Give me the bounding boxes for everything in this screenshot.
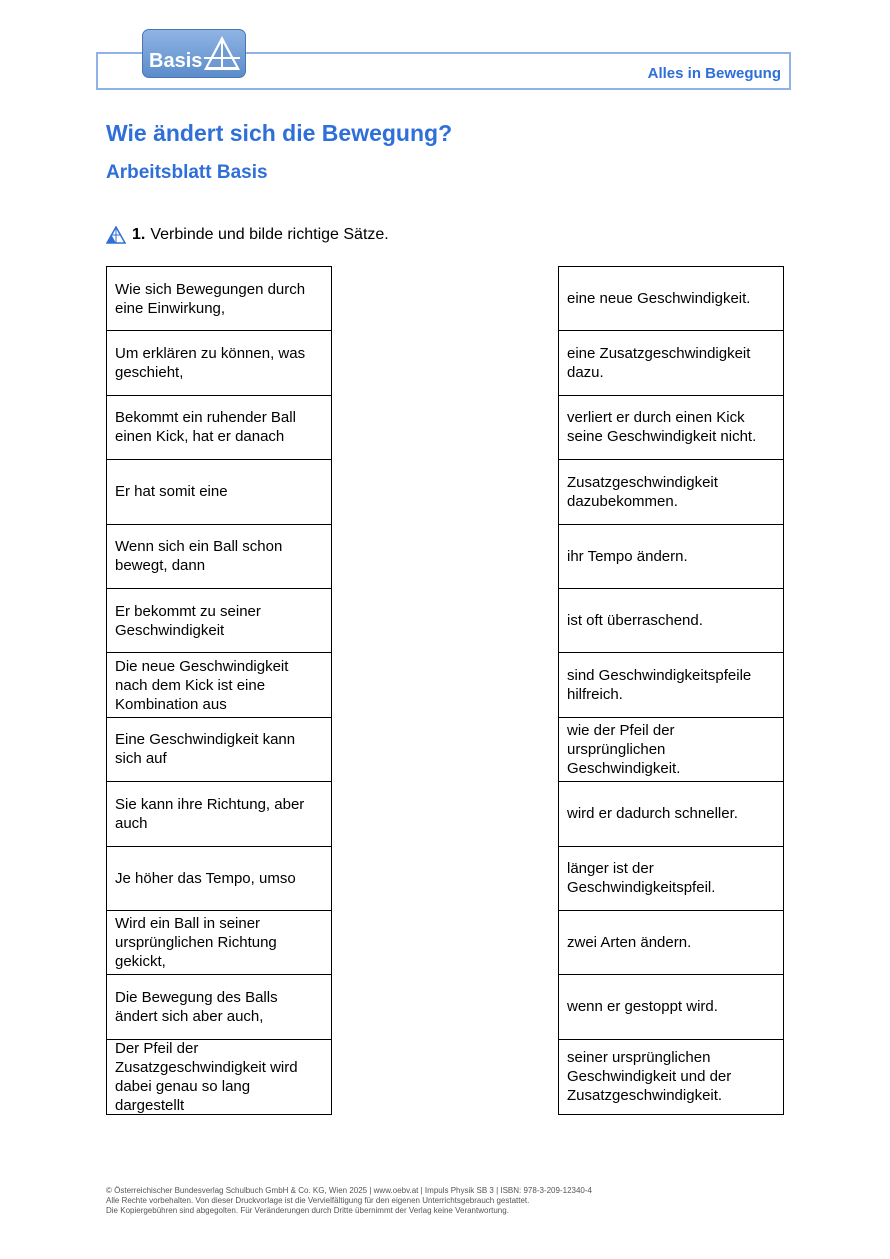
sentence-ending-cell[interactable] <box>559 396 783 460</box>
sentence-beginning-cell-text: Wird ein Ball in seiner ursprünglichen Richtung gekickt, <box>115 915 277 971</box>
sentence-ending-cell[interactable] <box>559 782 783 846</box>
page-title: Wie ändert sich die Bewegung? <box>106 120 453 146</box>
footer-copyright: © Österreichischer Bundesverlag Schulbuch GmbH & Co. KG, Wien 2025 | www.oebv.at | Impuls Physik SB 3 | ISBN: 978-3-209-12340-4 <box>106 1186 592 1195</box>
sentence-beginning-cell[interactable] <box>107 267 331 331</box>
sentence-beginning-cell-text: Sie kann ihre Richtung, aber auch <box>115 795 305 832</box>
sentence-beginning-cell-text: Wenn sich ein Ball schon bewegt, dann <box>115 538 283 575</box>
sentence-beginning-cell[interactable] <box>107 589 331 653</box>
page-subtitle: Arbeitsblatt Basis <box>106 162 268 183</box>
sentence-beginning-cell-text: Wie sich Bewegungen durch eine Einwirkung, <box>115 280 306 317</box>
sentence-beginning-cell[interactable] <box>107 847 331 911</box>
sentence-beginning-cell[interactable] <box>107 718 331 782</box>
footer <box>106 1186 592 1216</box>
sentence-ending-cell-text: wird er dadurch schneller. <box>567 805 738 823</box>
sentence-ending-cell-text: eine Zusatzgeschwindigkeit dazu. <box>567 345 751 382</box>
sentence-ending-cell[interactable] <box>559 1040 783 1114</box>
sentence-beginning-cell[interactable] <box>107 396 331 460</box>
sentence-beginning-cell[interactable] <box>107 975 331 1039</box>
sentence-endings-column <box>558 266 784 1115</box>
sentence-ending-cell-text: eine neue Geschwindigkeit. <box>567 290 751 308</box>
basis-triangle-logo-icon <box>201 34 243 74</box>
sentence-ending-cell[interactable] <box>559 460 783 524</box>
sentence-ending-cell[interactable] <box>559 911 783 975</box>
sentence-ending-cell[interactable] <box>559 975 783 1039</box>
sentence-beginning-cell[interactable] <box>107 331 331 395</box>
logo-text: Basis <box>149 50 203 72</box>
sentence-ending-cell-text: sind Geschwindigkeitspfeile hilfreich. <box>567 667 752 704</box>
sentence-ending-cell[interactable] <box>559 589 783 653</box>
sentence-beginning-cell-text: Um erklären zu können, was geschieht, <box>115 345 306 382</box>
task-1 <box>106 226 389 244</box>
footer-fees: Die Kopiergebühren sind abgegolten. Für Veränderungen durch Dritte übernimmt der Verlag keine Verantwortung. <box>106 1206 509 1215</box>
section-title: Alles in Bewegung <box>647 65 781 82</box>
sentence-ending-cell[interactable] <box>559 525 783 589</box>
sentence-ending-cell[interactable] <box>559 267 783 331</box>
sentence-ending-cell-text: Zusatzgeschwindigkeit dazubekommen. <box>567 473 718 510</box>
basis-logo <box>142 29 246 78</box>
sentence-beginning-cell[interactable] <box>107 525 331 589</box>
sentence-beginning-cell-text: Bekommt ein ruhender Ball einen Kick, hat er danach <box>115 409 296 446</box>
sentence-beginning-cell[interactable] <box>107 460 331 524</box>
sentence-beginning-cell[interactable] <box>107 911 331 975</box>
sentence-beginning-cell-text: Die Bewegung des Balls ändert sich aber auch, <box>115 988 278 1025</box>
sentence-beginning-cell-text: Je höher das Tempo, umso <box>115 869 296 887</box>
sentence-ending-cell-text: wie der Pfeil der ursprünglichen Geschwindigkeit. <box>567 721 681 777</box>
sentence-beginning-cell-text: Die neue Geschwindigkeit nach dem Kick ist eine Kombination aus <box>115 657 289 713</box>
sentence-beginning-cell[interactable] <box>107 653 331 717</box>
sentence-ending-cell-text: ist oft überraschend. <box>567 612 703 630</box>
sentence-beginning-cell-text: Er bekommt zu seiner Geschwindigkeit <box>115 602 261 639</box>
sentence-ending-cell-text: verliert er durch einen Kick seine Geschwindigkeit nicht. <box>567 409 757 446</box>
sentence-beginning-cell-text: Eine Geschwindigkeit kann sich auf <box>115 731 296 768</box>
sentence-ending-cell[interactable] <box>559 718 783 782</box>
sentence-ending-cell-text: länger ist der Geschwindigkeitspfeil. <box>567 860 716 897</box>
sentence-ending-cell[interactable] <box>559 653 783 717</box>
sentence-ending-cell-text: wenn er gestoppt wird. <box>567 998 718 1016</box>
sentence-beginning-cell-text: Er hat somit eine <box>115 483 228 501</box>
sentence-beginning-cell-text: Der Pfeil der Zusatzgeschwindigkeit wird dabei genau so lang dargestellt <box>115 1039 298 1114</box>
sentence-ending-cell-text: ihr Tempo ändern. <box>567 547 688 565</box>
sentence-ending-cell[interactable] <box>559 847 783 911</box>
sentence-ending-cell-text: seiner ursprünglichen Geschwindigkeit und der Zusatzgeschwindigkeit. <box>567 1049 732 1105</box>
task-number: 1. <box>132 226 146 243</box>
footer-rights: Alle Rechte vorbehalten. Von dieser Druckvorlage ist die Vervielfältigung für den eigenen Unterrichtsgebrauch gestattet. <box>106 1196 530 1205</box>
sentence-beginning-cell[interactable] <box>107 782 331 846</box>
sentence-beginning-cell[interactable] <box>107 1040 331 1114</box>
sentence-ending-cell[interactable] <box>559 331 783 395</box>
task-instruction: Verbinde und bilde richtige Sätze. <box>150 226 389 243</box>
sentence-beginnings-column <box>106 266 332 1115</box>
sentence-ending-cell-text: zwei Arten ändern. <box>567 934 692 952</box>
level-triangle-icon <box>106 226 126 244</box>
